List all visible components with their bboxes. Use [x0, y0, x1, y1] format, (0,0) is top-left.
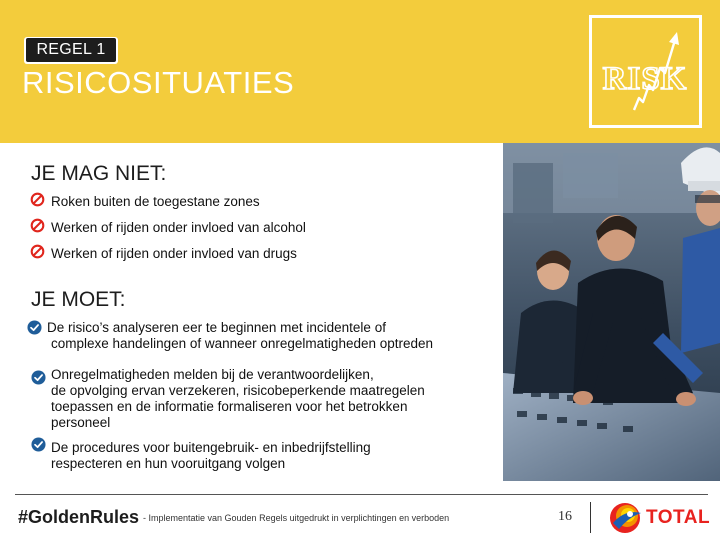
- workers-photo: [503, 143, 720, 481]
- must-not-item: Werken of rijden onder invloed van alcohol: [51, 220, 306, 235]
- must-item: Onregelmatigheden melden bij de verantwoordelijken, de opvolging ervan verzekeren, risicobeperkende maatregelen toepassen en de informatie formaliseren voor het betrokken personeel: [51, 367, 425, 430]
- must-item: De risico’s analyseren eer te beginnen met incidentele of complexe handelingen of wanneer onregelmatigheden optreden: [47, 320, 434, 351]
- golden-rules-hashtag: #GoldenRules: [18, 507, 140, 527]
- total-brand-text: TOTAL: [646, 507, 711, 528]
- check-circle-icon: [27, 320, 42, 335]
- must-heading: JE MOET:: [31, 288, 126, 311]
- must-item: De procedures voor buitengebruik- en inbedrijfstelling respecteren en hun vooruitgang volgen: [51, 440, 371, 471]
- page-title: RISICOSITUATIES: [22, 65, 295, 100]
- risk-logo: [589, 15, 702, 128]
- risk-logo-text: RISK: [602, 61, 688, 97]
- must-not-item: Werken of rijden onder invloed van drugs: [51, 246, 297, 261]
- footer-divider: [590, 502, 591, 533]
- footer-rule: [15, 494, 708, 495]
- total-swirl-icon: [605, 499, 647, 535]
- check-circle-icon: [31, 437, 46, 452]
- must-not-heading: JE MAG NIET:: [31, 162, 167, 185]
- check-circle-icon: [31, 370, 46, 385]
- rule-tag: REGEL 1: [26, 38, 116, 62]
- risk-arrow-icon: [592, 18, 699, 125]
- page-number: 16: [558, 509, 572, 524]
- must-not-item: Roken buiten de toegestane zones: [51, 194, 260, 209]
- prohibited-icon: [30, 218, 45, 233]
- prohibited-icon: [30, 244, 45, 259]
- footer-subtitle: - Implementatie van Gouden Regels uitgedrukt in verplichtingen en verboden: [143, 513, 450, 523]
- prohibited-icon: [30, 192, 45, 207]
